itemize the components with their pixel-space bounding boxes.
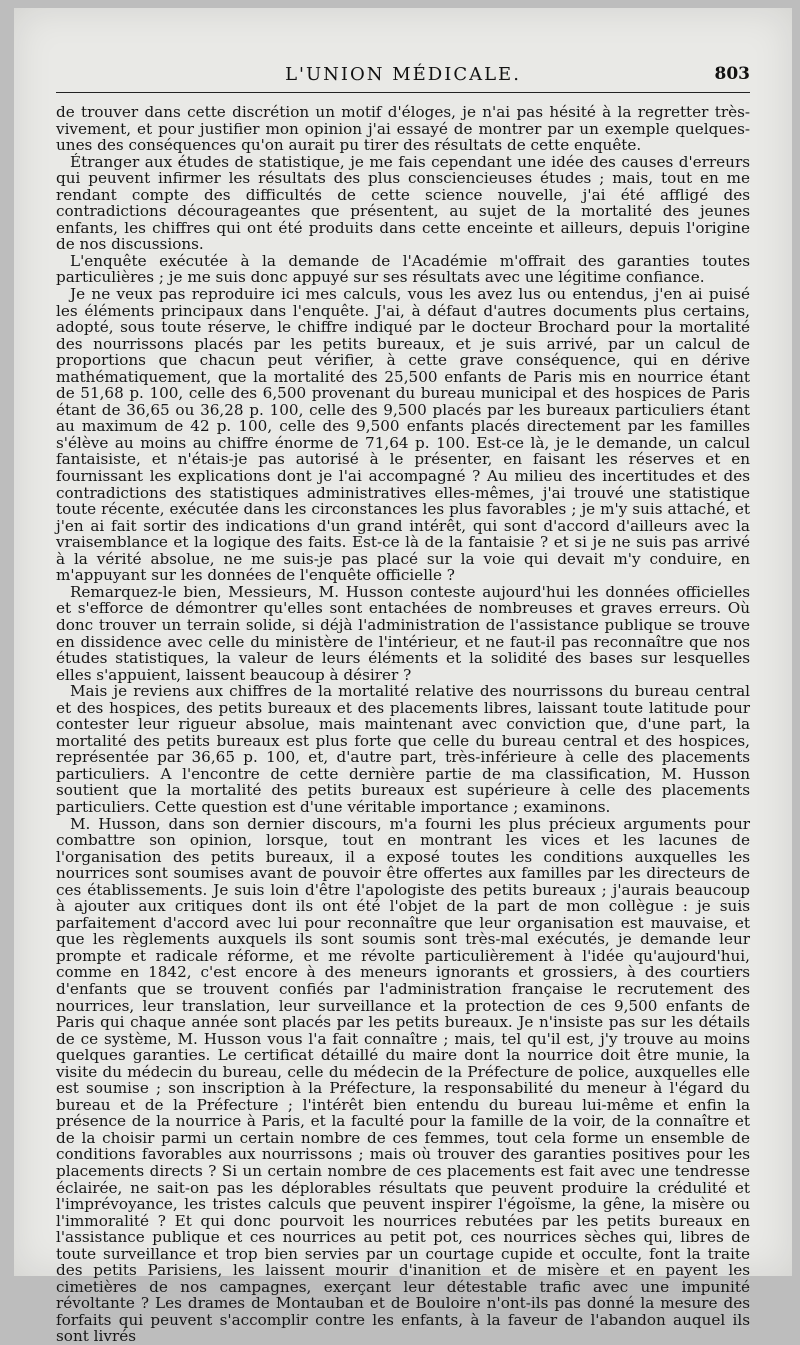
paragraph: M. Husson, dans son dernier discours, m'a fourni les plus précieux arguments pour combattre son opinion, lorsque, tout en montrant les vices et les lacunes de l'organisation des petits bureaux, il a exposé toutes les conditions auxquelles les nourrices sont soumises avant de pouvoir être offertes aux familles par les directeurs de ces établissements. Je suis loin d'être l'apologiste des petits bureaux ; j'aurais beaucoup à ajouter aux critiques dont ils ont été l'objet de la part de mon collègue : je suis parfaitement d'accord avec lui pour reconnaître que leur organisation est mauvaise, et que les règlements auxquels ils sont soumis sont très-mal exécutés, je demande leur prompte et radicale réforme, et me révolte particulièrement à l'idée qu'aujourd'hui, comme en 1842, c'est encore à des meneurs ignorants et grossiers, à des courtiers d'enfants que se trouvent confiés par l'administration française le recrutement des nourrices, leur translation, leur surveillance et la protection de ces 9,500 enfants de Paris qui chaque année sont placés par les petits bureaux. Je n'insiste pas sur les détails de ce système, M. Husson vous l'a fait connaître ; mais, tel qu'il est, j'y trouve au moins quelques garanties. Le certificat détaillé du maire dont la nourrice doit être munie, la visite du médecin du bureau, celle du médecin de la Préfecture de police, auxquelles elle est soumise ; son inscription à la Préfecture, la responsabilité du meneur à l'égard du bureau et de la Préfecture ; l'intérêt bien entendu du bureau lui-même et enfin la présence de la nourrice à Paris, et la faculté pour la famille de la voir, de la connaître et de la choisir parmi un certain nombre de ces femmes, tout cela forme un ensemble de conditions favorables aux nourrissons ; mais où trouver des garanties positives pour les placements directs ? Si un certain nombre de ces placements est fait avec une tendresse éclairée, ne sait-on pas les déplorables résultats que peuvent produire la crédulité et l'imprévoyance, les tristes calculs que peuvent inspirer l'égoïsme, la gêne, la misère ou l'immoralité ? Et qui donc pourvoit les nourrices rebutées par les petits bureaux en l'assistance publique et ces nourrices au petit pot, ces nourrices sèches qui, libres de toute surveillance et trop bien servies par un courtage cupide et occulte, font la traite des petits Parisiens, les laissent mourir d'inanition et de misère et en payent les cimetières de nos campagnes, exerçant leur détestable trafic avec une impunité révoltante ? Les drames de Montauban et de Bouloire n'ont-ils pas donné la mesure des forfaits qui peuvent s'accomplir contre les enfants, à la faveur de l'abandon auquel ils sont livrés	[56, 814, 750, 1345]
paragraph: Étranger aux études de statistique, je me fais cependant une idée des causes d'erreurs qui peuvent infirmer les résultats des plus consciencieuses études ; mais, tout en me rendant compte des difficultés de cette science nouvelle, j'ai été affligé des contradictions décourageantes que présentent, au sujet de la mortalité des jeunes enfants, les chiffres qui ont été produits dans cette enceinte et ailleurs, depuis l'origine de nos discussions.	[56, 152, 750, 254]
header-rule	[56, 92, 750, 93]
paragraph: Mais je reviens aux chiffres de la mortalité relative des nourrissons du bureau central et des hospices, des petits bureaux et des placements libres, laissant toute latitude pour contester leur rigueur absolue, mais maintenant avec conviction que, d'une part, la mortalité des petits bureaux est plus forte que celle du bureau central et des hospices, représentée par 36,65 p. 100, et, d'autre part, très-inférieure à celle des placements particuliers. A l'encontre de cette dernière partie de ma classification, M. Husson soutient que la mortalité des petits bureaux est supérieure à celle des placements particuliers. Cette question est d'une véritable importance ; examinons.	[56, 682, 750, 816]
body-text	[56, 104, 750, 1345]
paragraph: de trouver dans cette discrétion un motif d'éloges, je n'ai pas hésité à la regretter très-vivement, et pour justifier mon opinion j'ai essayé de montrer par un exemple quelques-unes des conséquences qu'on aurait pu tirer des résultats de cette enquête.	[56, 103, 750, 155]
running-title: L'UNION MÉDICALE.	[285, 64, 521, 85]
page-number: 803	[714, 64, 750, 84]
paragraph: L'enquête exécutée à la demande de l'Académie m'offrait des garanties toutes particulières ; je me suis donc appuyé sur ses résultats avec une légitime confiance.	[56, 251, 750, 287]
paragraph: Je ne veux pas reproduire ici mes calculs, vous les avez lus ou entendus, j'en ai puisé les éléments principaux dans l'enquête. J'ai, à défaut d'autres documents plus certains, adopté, sous toute réserve, le chiffre indiqué par le docteur Brochard pour la mortalité des nourrissons placés par les petits bureaux, et je suis arrivé, par un calcul de proportions que chacun peut vérifier, à cette grave conséquence, qui en dérive mathématiquement, que la mortalité des 25,500 enfants de Paris mis en nourrice étant de 51,68 p. 100, celle des 6,500 provenant du bureau municipal et des hospices de Paris étant de 36,65 ou 36,28 p. 100, celle des 9,500 placés par les bureaux particuliers étant au maximum de 42 p. 100, celle des 9,500 enfants placés directement par les familles s'élève au moins au chiffre énorme de 71,64 p. 100. Est-ce là, je le demande, un calcul fantaisiste, et n'étais-je pas autorisé à le présenter, en faisant les réserves et en fournissant les explications dont je l'ai accompagné ? Au milieu des incertitudes et des contradictions des statistiques administratives elles-mêmes, j'ai trouvé une statistique toute récente, exécutée dans les circonstances les plus favorables ; je m'y suis attaché, et j'en ai fait sortir des indications d'un grand intérêt, qui sont d'accord d'ailleurs avec la vraisemblance et la logique des faits. Est-ce là de la fantaisie ? et si je ne suis pas arrivé à la vérité absolue, ne me suis-je pas placé sur la voie qui devait m'y conduire, en m'appuyant sur les données de l'enquête officielle ?	[56, 285, 750, 585]
paragraph: Remarquez-le bien, Messieurs, M. Husson conteste aujourd'hui les données officielles et s'efforce de démontrer qu'elles sont entachées de nombreuses et graves erreurs. Où donc trouver un terrain solide, si déjà l'administration de l'assistance publique se trouve en dissidence avec celle du ministère de l'intérieur, et ne faut-il pas reconnaître que nos études statistiques, la valeur de leurs éléments et la solidité des bases sur lesquelles elles s'appuient, laissent beaucoup à désirer ?	[56, 582, 750, 684]
document-page	[14, 8, 792, 1345]
page-header	[14, 60, 792, 92]
